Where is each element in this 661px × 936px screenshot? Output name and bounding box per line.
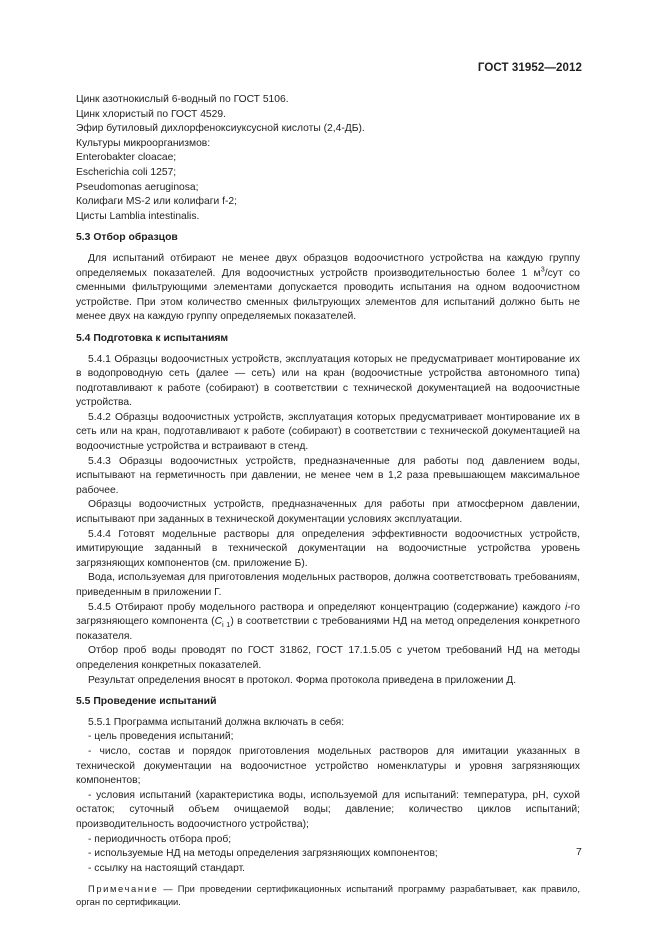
section-heading-5-5: 5.5 Проведение испытаний (76, 696, 217, 708)
section-heading-5-4: 5.4 Подготовка к испытаниям (76, 332, 229, 344)
note-label: Примечание (88, 883, 159, 895)
list-item: Pseudomonas aeruginosa; (76, 181, 199, 193)
page-number: 7 (576, 846, 582, 858)
paragraph-atmospheric: Образцы водоочистных устройств, предназначенных для работы при атмосферном давлении, испытывают при заданных в технической документации условиях эксплуатации. (76, 499, 580, 526)
note-text: — При проведении сертификационных испытаний программу разрабатывает, как правило, орган по сертификации. (76, 883, 580, 908)
list-item: Escherichia coli 1257; (76, 166, 177, 178)
paragraph-5-4-5: 5.4.5 Отбирают пробу модельного раствора и определяют концентрацию (содержание) каждого i-го загрязняющего компонента $(C_{i 1})$ в соответствии с требованиями НД на метод определения конкретного показателя. (76, 601, 580, 642)
list-item: Эфир бутиловый дихлорфеноксиуксусной кислоты (2,4-ДБ). (76, 123, 365, 135)
list-item: Колифаги MS-2 или колифаги f-2; (76, 196, 237, 208)
paragraph-water-requirements: Вода, используемая для приготовления модельных растворов, должна соответствовать требованиям, приведенным в приложении Г. (76, 572, 580, 598)
list-item: Цинк хлористый по ГОСТ 4529. (76, 108, 226, 120)
page-body (76, 93, 580, 909)
paragraph-protocol: Результат определения вносят в протокол. Форма протокола приведена в приложении Д. (88, 674, 517, 686)
paragraph-5-4-4: 5.4.4 Готовят модельные растворы для определения эффективности водоочистных устройств, имитирующие заданный в технической документации на водоочистные устройства уровень загрязняющих компонентов (см. приложение Б). (76, 528, 580, 569)
paragraph-5-4-1: 5.4.1 Образцы водоочистных устройств, эксплуатация которых не предусматривает монтирование их в водопроводную сеть (далее — сеть) или на кран (водоочистные устройства автономного типа) подготавливают к работе (собирают) в соответствии с технической документацией на водоочистные устройства. (76, 353, 580, 409)
program-list-item: - число, состав и порядок приготовления модельных растворов для имитации указанных в технической документации на водоочистное устройство номенклатуры и уровня загрязняющих компонентов; (76, 745, 580, 787)
paragraph-5-4-2: 5.4.2 Образцы водоочистных устройств, эксплуатация которых предусматривает монтирование их в сеть или на кран, подготавливают к работе (собирают) в соответствии с технической документацией на водоочистные устройства и встраивают в стенд. (76, 411, 580, 453)
program-list-item: - ссылку на настоящий стандарт. (88, 862, 246, 874)
section-5-3-paragraph: Для испытаний отбирают не менее двух образцов водоочистного устройства на каждую группу определяемых показателей. Для водоочистных устройств производительностью более 1 $м^3$/сут со сменными фильтрующими элементами допускается проводить испытания на одном водоочистном устройстве. При этом количество сменных фильтрующих элементов для испытаний должно быть не менее двух на каждую группу определяемых показателей. (76, 252, 580, 323)
list-item: Цинк азотнокислый 6-водный по ГОСТ 5106. (76, 94, 289, 105)
reagents-list (76, 93, 580, 224)
list-item: Enterobakter cloacae; (76, 152, 177, 164)
list-item: Цисты Lamblia intestinalis. (76, 210, 200, 222)
paragraph-5-5-1: 5.5.1 Программа испытаний должна включать в себя: (88, 716, 345, 728)
program-list-item: - используемые НД на методы определения загрязняющих компонентов; (88, 848, 438, 860)
program-list-item: - периодичность отбора проб; (88, 833, 232, 845)
paragraph-5-4-3: 5.4.3 Образцы водоочистных устройств, предназначенные для работы под давлением воды, испытывают на герметичность при давлении, не менее чем в 1,2 раза превышающем максимальное рабочее. (76, 455, 580, 496)
list-item: Культуры микроорганизмов: (76, 137, 211, 149)
paragraph-sampling: Отбор проб воды проводят по ГОСТ 31862, ГОСТ 17.1.5.05 с учетом требований НД на методы определения конкретных показателей. (76, 645, 580, 671)
note (76, 882, 580, 908)
document-standard-header: ГОСТ 31952—2012 (477, 62, 582, 74)
program-list-item: - цель проведения испытаний; (88, 731, 234, 743)
program-list-item: - условия испытаний (характеристика воды, используемой для испытаний: температура, pH, сухой остаток; суточный объем очищаемой воды; давление; количество циклов испытаний; производительность водоочистного устройства); (76, 789, 580, 830)
section-heading-5-3: 5.3 Отбор образцов (76, 232, 178, 244)
